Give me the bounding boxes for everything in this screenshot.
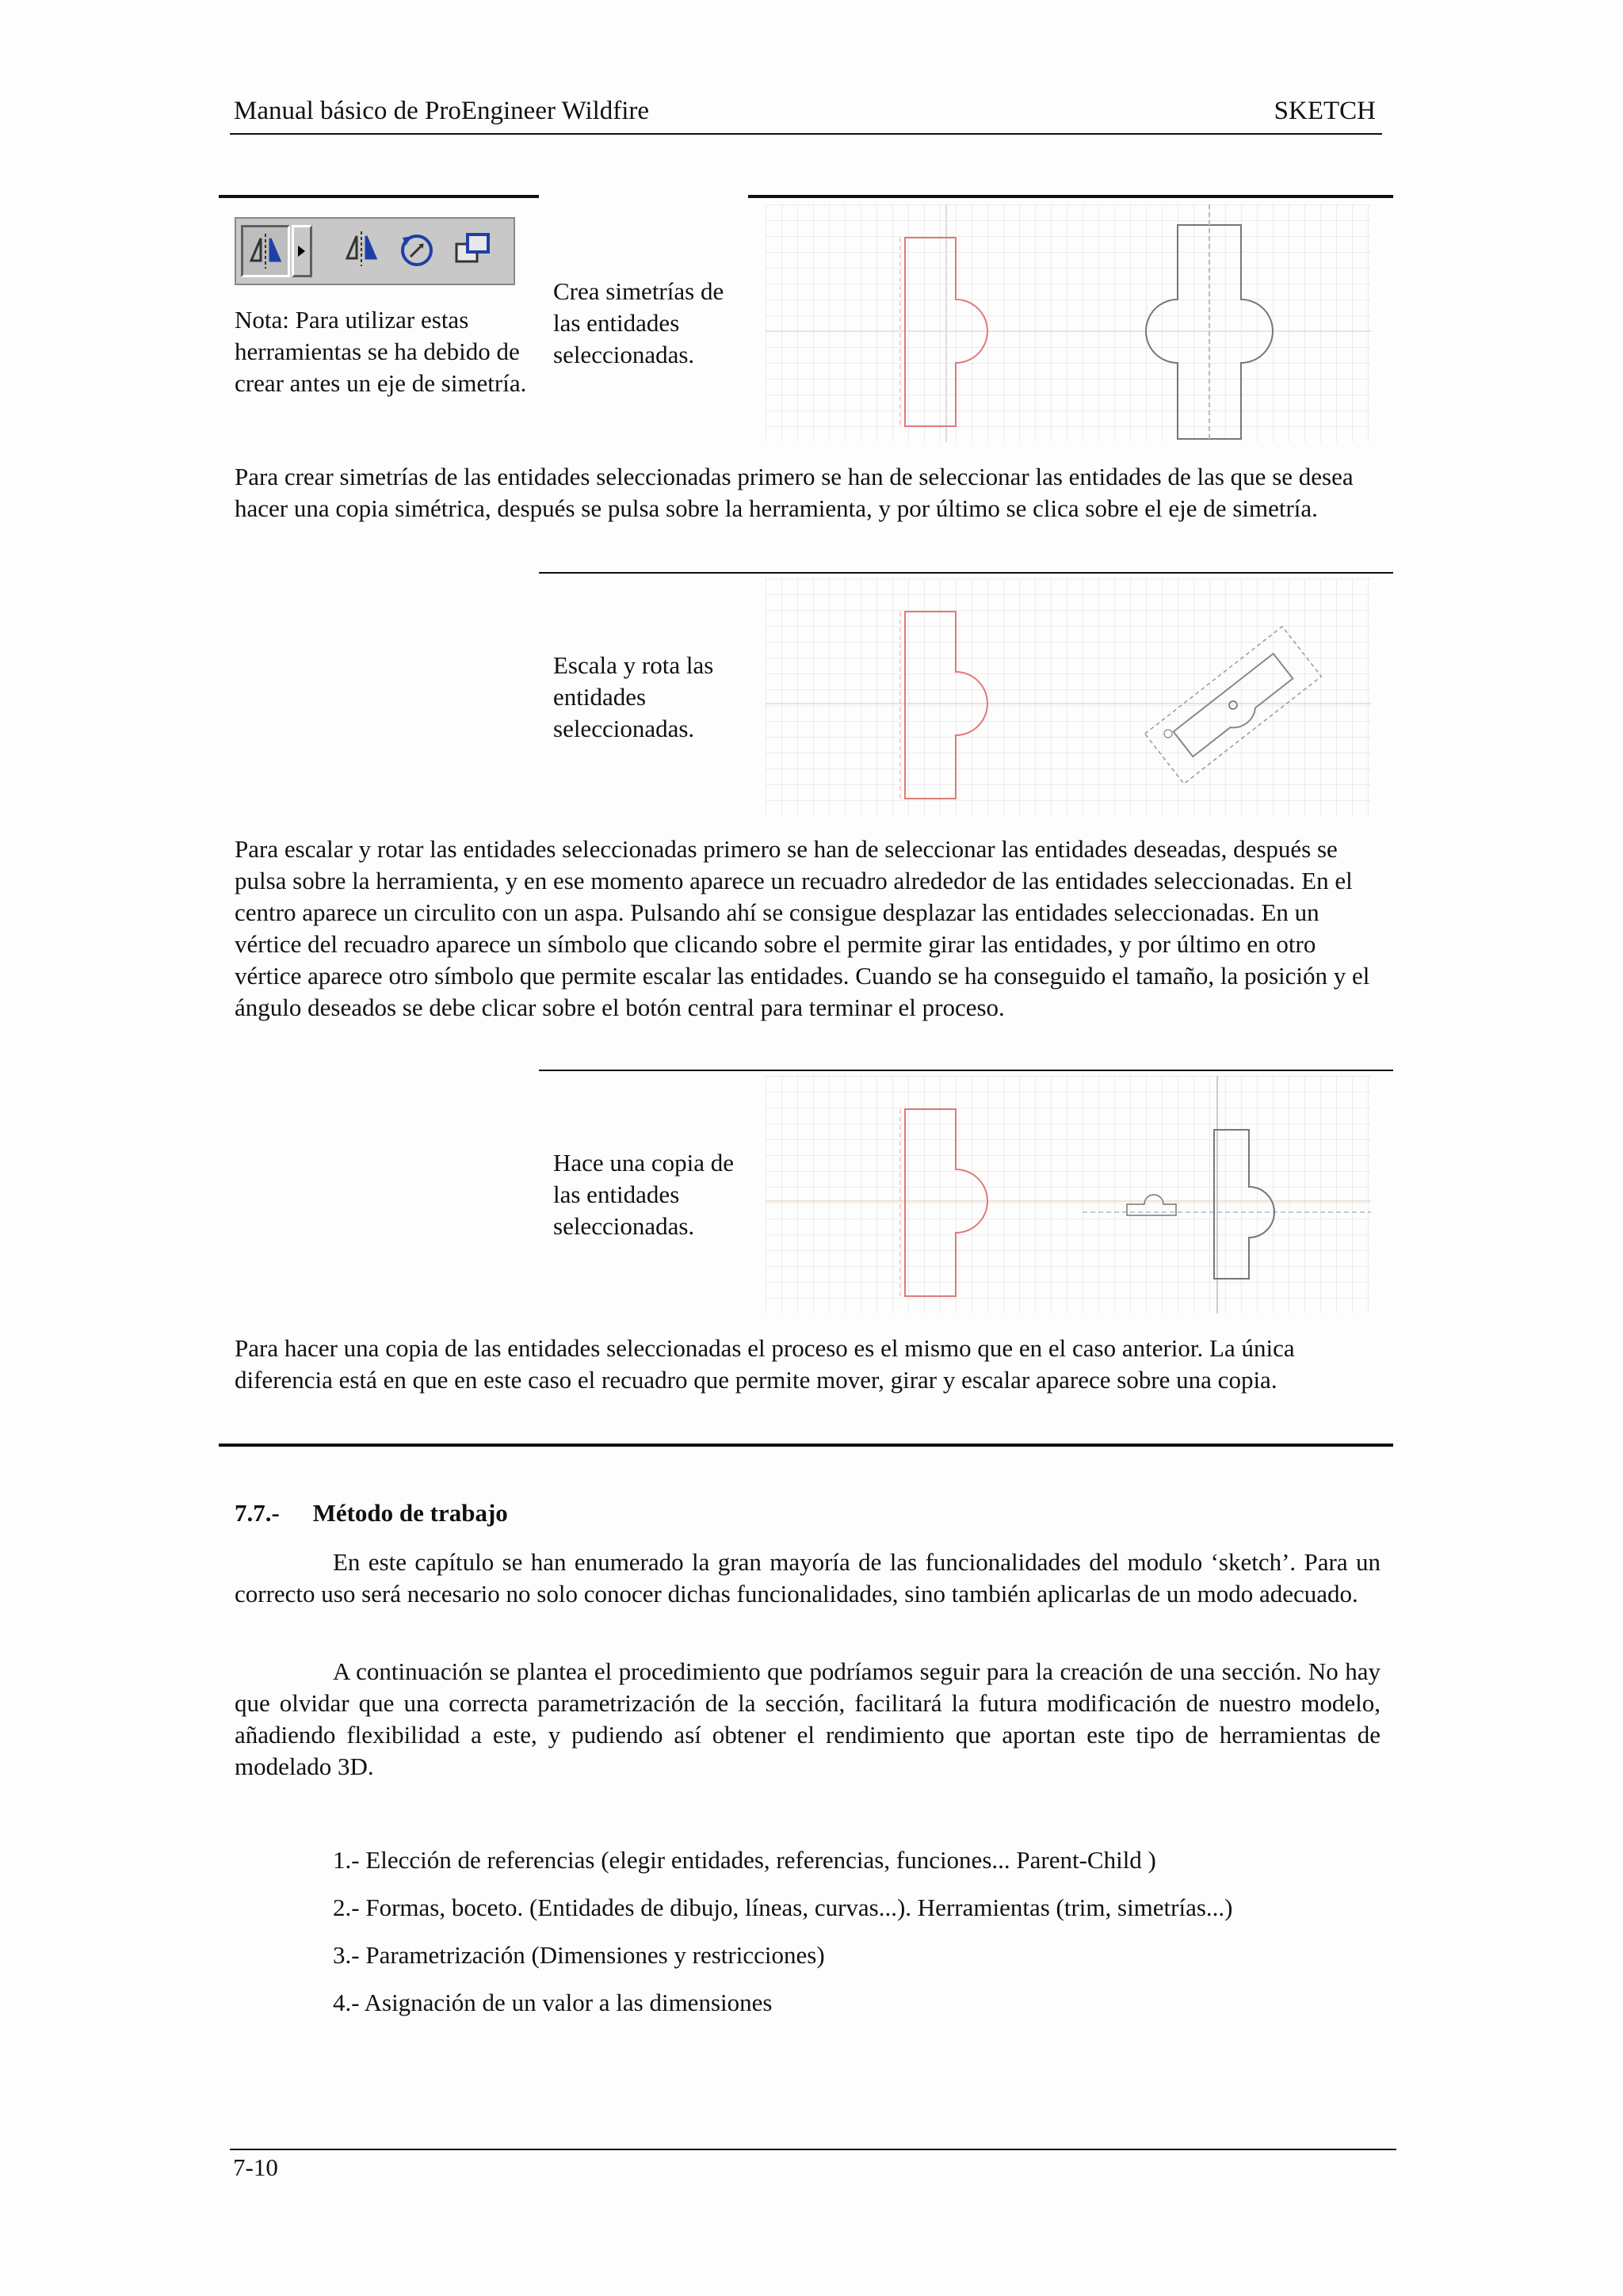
method-step: 4.- Asignación de un valor a las dimensiones [333,1989,773,2016]
method-step: 2.- Formas, boceto. (Entidades de dibujo, líneas, curvas...). Herramientas (trim, simetrías...) [333,1894,1233,1921]
mirror-button-alt[interactable] [339,225,388,277]
mirror-icon [339,225,384,273]
mirror-button[interactable] [241,225,290,277]
method-paragraph-1: En este capítulo se han enumerado la gran mayoría de las funcionalidades del modulo ‘sketch’. Para un correcto uso será necesario no solo conocer dichas funcionalidades, sino también aplicarlas de un modo adecuado. [235,1548,1381,1608]
caption-scale-rotate: Escala y rota las entidades seleccionadas. [553,651,714,742]
copy-paragraph: Para hacer una copia de las entidades seleccionadas el proceso es el mismo que en el caso anterior. La única diferencia está en que en este caso el recuadro que permite mover, girar y escalar aparece sobre una copia. [235,1334,1295,1394]
copy-button[interactable] [450,225,499,277]
method-step: 1.- Elección de referencias (elegir entidades, referencias, funciones... Parent-Child ) [333,1846,1156,1874]
mirror-dropdown-button[interactable] [292,225,312,277]
scale-rotate-button[interactable] [395,225,444,277]
section-rule [539,572,1393,574]
section-rule [539,1070,1393,1071]
mirror-icon [243,227,288,275]
scale-rotate-icon [395,225,439,273]
scale-rotate-paragraph: Para escalar y rotar las entidades seleccionadas primero se han de seleccionar las entidades deseadas, después se pulsa sobre la herramienta, y en ese momento aparece un recuadro alrededor de las entidades seleccionadas. En el centro aparece un circulito con un aspa. Pulsando ahí se consigue desplazar las entidades seleccionadas. En un vértice del recuadro aparece un símbolo que clicando sobre el permite girar las entidades, y por último en otro vértice aparece otro símbolo que permite escalar las entidades. Cuando se ha conseguido el tamaño, la posición y el ángulo deseados se debe clicar sobre el botón central para terminar el proceso. [235,835,1370,1021]
section-title: Método de trabajo [312,1499,508,1527]
method-paragraph-2: A continuación se plantea el procedimiento que podríamos seguir para la creación de una sección. No hay que olvidar que una correcta parametrización de la sección, facilitará la futura modificación de nuestro modelo, añadiendo flexibilidad a este, y pudiendo así obtener el rendimiento que aportan este tipo de herramientas de modelado 3D. [235,1657,1381,1780]
running-header-chapter: SKETCH [1274,97,1376,125]
copy-icon [450,225,495,273]
section-rule-left [219,195,539,198]
running-header-title: Manual básico de ProEngineer Wildfire [234,97,650,125]
note-text: Nota: Para utilizar estas herramientas se ha debido de crear antes un eje de simetría. [235,306,527,397]
section-end-rule [219,1444,1393,1447]
page-number: 7-10 [233,2153,278,2181]
sketch-tool-toolbar [235,217,515,285]
section-rule-right [748,195,1393,198]
scale-rotate-sketch-figure [766,578,1371,816]
mirror-paragraph: Para crear simetrías de las entidades seleccionadas primero se han de seleccionar las entidades de las que se desea hacer una copia simétrica, después se pulsa sobre la herramienta, y por último se clica sobre el eje de simetría. [235,463,1354,522]
section-number: 7.7.- [235,1499,280,1527]
caption-copy: Hace una copia de las entidades seleccionadas. [553,1149,735,1240]
header-rule [230,133,1382,135]
dropdown-arrow-icon [294,227,310,275]
mirror-sketch-figure [766,204,1371,442]
caption-mirror: Crea simetrías de las entidades seleccionadas. [553,277,724,368]
footer-rule [230,2149,1396,2150]
copy-sketch-figure [766,1076,1371,1314]
method-step: 3.- Parametrización (Dimensiones y restricciones) [333,1941,825,1969]
section-heading [235,1499,508,1527]
